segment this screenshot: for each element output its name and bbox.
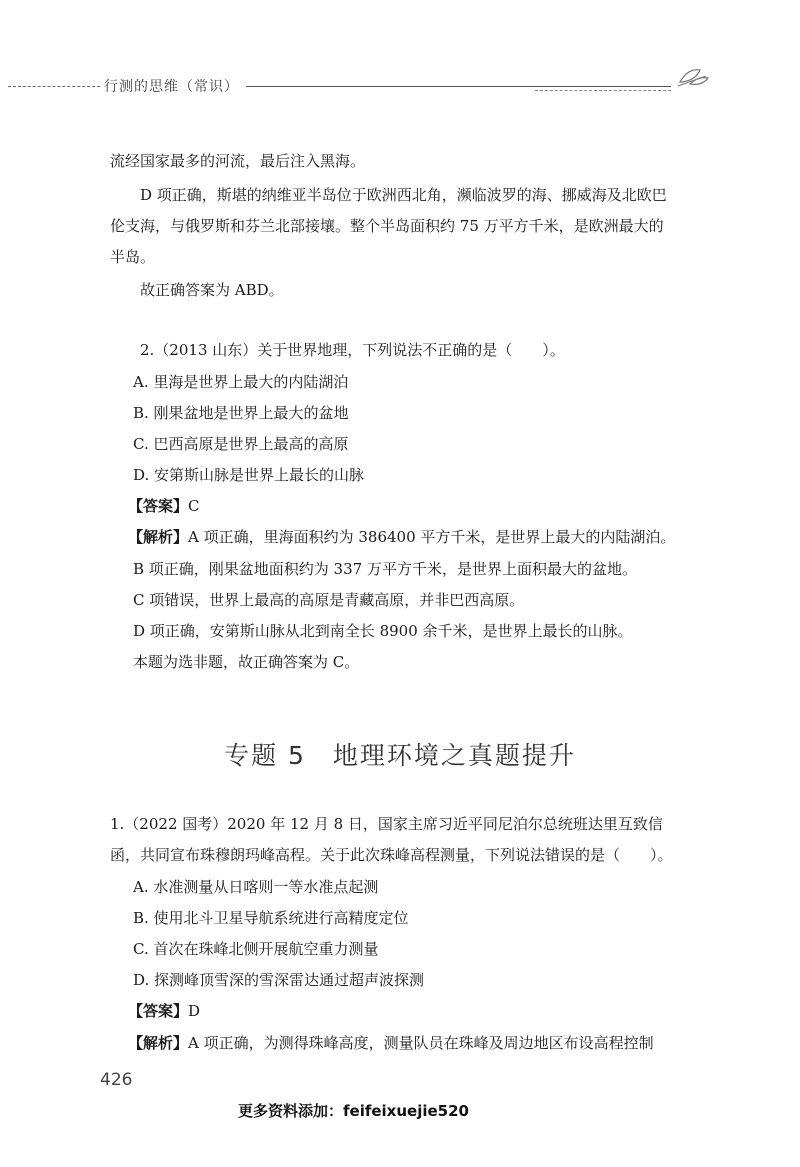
q2-option-d: D. 安第斯山脉是世界上最长的山脉 [133,466,365,484]
q1-option-c: C. 首次在珠峰北侧开展航空重力测量 [133,940,379,958]
q2-analysis-c: C 项错误，世界上最高的高原是青藏高原，并非巴西高原。 [133,591,525,609]
header-rule-left [8,86,100,87]
q2-analysis-a-text: A 项正确，里海面积约为 386400 平方千米，是世界上最大的内陆湖泊。 [188,528,676,546]
q2-option-c: C. 巴西高原是世界上最高的高原 [133,435,349,453]
q2-analysis-b: B 项正确，刚果盆地面积约为 337 万平方千米，是世界上面积最大的盆地。 [133,560,637,578]
q2-conclusion: 本题为选非题，故正确答案为 C。 [133,653,360,671]
running-header-title: 行测的思维（常识） [104,79,239,95]
q2-answer-label: 【答案】 [128,497,189,515]
q1-option-d: D. 探测峰顶雪深的雪深雷达通过超声波探测 [133,971,425,989]
q2-analysis-a [128,527,675,547]
q2-answer [128,496,200,516]
q1-option-a: A. 水准测量从日喀则一等水准点起测 [133,878,379,896]
prev-text-line-1: 流经国家最多的河流，最后注入黑海。 [110,152,366,170]
q2-analysis-d: D 项正确，安第斯山脉从北到南全长 8900 余千米，是世界上最长的山脉。 [133,622,633,640]
q1-stem-line-2: 函，共同宣布珠穆朗玛峰高程。关于此次珠峰高程测量，下列说法错误的是（ ）。 [110,846,673,864]
q2-answer-value: C [188,497,200,515]
q1-analysis-a [128,1033,654,1053]
q1-answer-value: D [188,1002,201,1020]
q1-option-b: B. 使用北斗卫星导航系统进行高精度定位 [133,909,409,927]
q2-option-a: A. 里海是世界上最大的内陆湖泊 [133,373,349,391]
prev-option-d-line-2: 伦支海，与俄罗斯和芬兰北部接壤。整个半岛面积约 75 万平方千米，是欧洲最大的 [110,217,664,235]
section-title: 专题 5 地理环境之真题提升 [224,741,576,770]
header-rule-right [246,86,671,87]
q1-stem-line-1: 1.（2022 国考）2020 年 12 月 8 日，国家主席习近平同尼泊尔总统班达里互致信 [110,815,663,833]
leaf-logo-icon [676,64,710,90]
prev-option-d-line-1: D 项正确，斯堪的纳维亚半岛位于欧洲西北角，濒临波罗的海、挪威海及北欧巴 [140,186,667,204]
q2-option-b: B. 刚果盆地是世界上最大的盆地 [133,404,349,422]
prev-answer: 故正确答案为 ABD。 [140,281,284,299]
footer-note: 更多资料添加：feifeixuejie520 [238,1102,469,1120]
header-rule-right-dashed [535,90,671,91]
q1-analysis-a-text: A 项正确，为测得珠峰高度，测量队员在珠峰及周边地区布设高程控制 [188,1034,654,1052]
q2-stem: 2.（2013 山东）关于世界地理，下列说法不正确的是（ ）。 [140,341,565,359]
q1-analysis-label: 【解析】 [128,1034,189,1052]
page-number: 426 [100,1070,133,1090]
q1-answer [128,1001,200,1021]
q2-analysis-label: 【解析】 [128,528,189,546]
q1-answer-label: 【答案】 [128,1002,189,1020]
prev-option-d-line-3: 半岛。 [110,248,156,266]
